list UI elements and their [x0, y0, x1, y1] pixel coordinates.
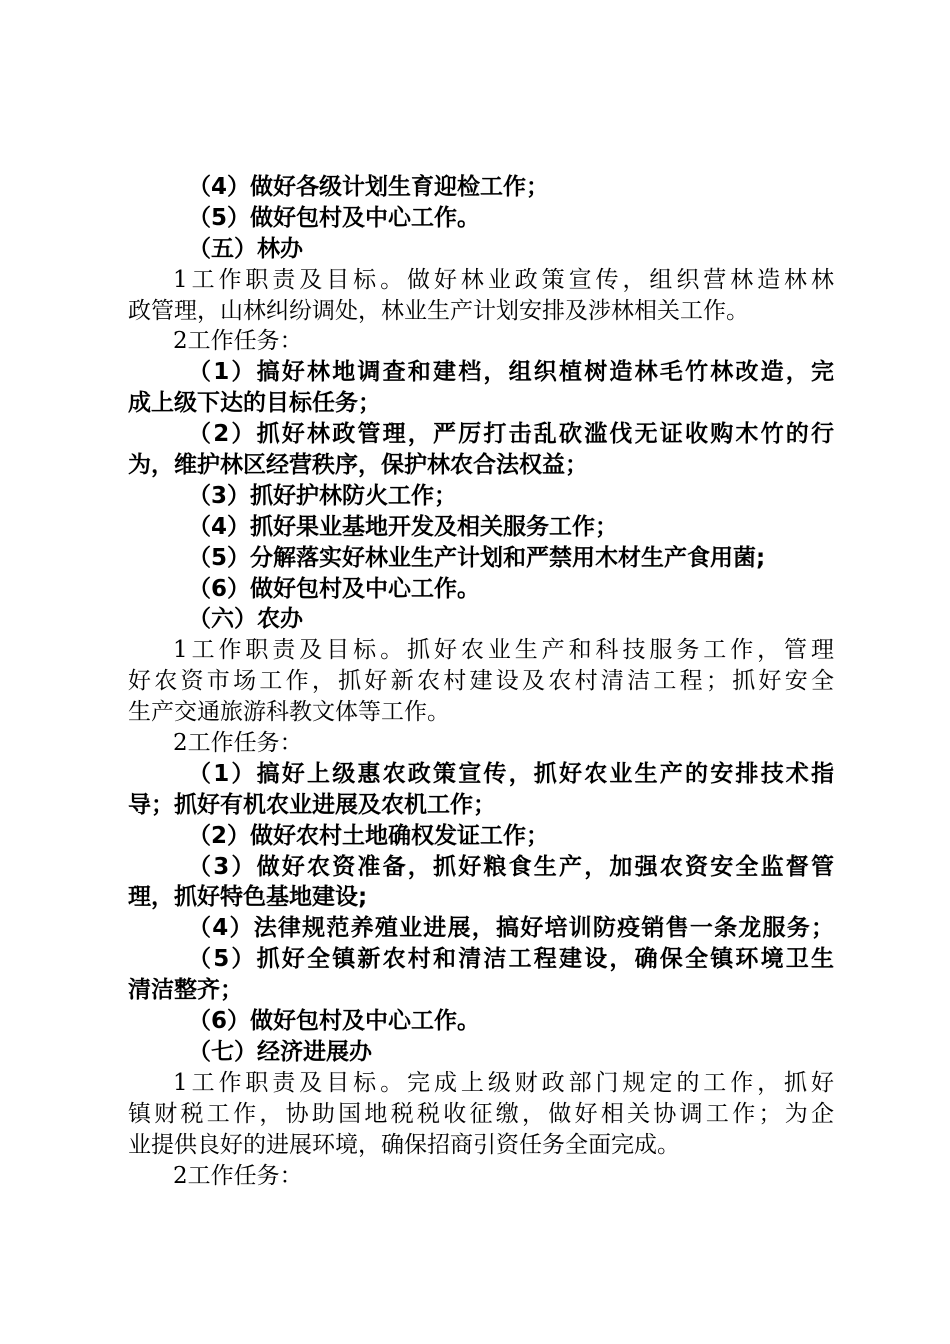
task-item-5: （5）做好包村及中心工作。 — [188, 204, 481, 231]
economic-duties-line-2: 镇财税工作，协助国地税税收征缴，做好相关协调工作；为企 — [128, 1100, 834, 1127]
agriculture-task-3-line-2: 理，抓好特色基地建设; — [128, 884, 368, 911]
section-heading-economic-development: （七）经济进展办 — [188, 1038, 372, 1065]
document-body — [128, 172, 834, 1191]
agriculture-task-3-line-1: （3）做好农资准备，抓好粮食生产，加强农资安全监督管 — [188, 853, 834, 880]
agriculture-duties-line-1: 1工作职责及目标。抓好农业生产和科技服务工作，管理 — [173, 637, 834, 664]
forestry-task-2-line-1: （2）抓好林政管理，严厉打击乱砍滥伐无证收购木竹的行 — [188, 421, 834, 448]
agriculture-task-2: （2）做好农村土地确权发证工作； — [188, 822, 550, 849]
forestry-task-4: （4）抓好果业基地开发及相关服务工作； — [188, 513, 619, 540]
forestry-task-2-line-2: 为，维护林区经营秩序，保护林农合法权益； — [128, 452, 588, 479]
economic-duties-line-3: 业提供良好的进展环境，确保招商引资任务全面完成。 — [128, 1131, 680, 1158]
agriculture-tasks-heading: 2工作任务： — [173, 730, 303, 757]
agriculture-duties-line-3: 生产交通旅游科教文体等工作。 — [128, 699, 450, 726]
agriculture-task-1-line-1: （1）搞好上级惠农政策宣传，抓好农业生产的安排技术指 — [188, 760, 834, 787]
forestry-task-1-line-2: 成上级下达的目标任务； — [128, 390, 381, 417]
agriculture-task-5-line-1: （5）抓好全镇新农村和清洁工程建设，确保全镇环境卫生 — [188, 946, 834, 973]
economic-tasks-heading: 2工作任务： — [173, 1162, 303, 1189]
section-heading-agriculture: （六）农办 — [188, 606, 303, 633]
forestry-duties-line-1: 1工作职责及目标。做好林业政策宣传，组织营林造林林 — [173, 266, 834, 293]
forestry-task-6: （6）做好包村及中心工作。 — [188, 575, 481, 602]
agriculture-task-6: （6）做好包村及中心工作。 — [188, 1008, 481, 1035]
economic-duties-line-1: 1工作职责及目标。完成上级财政部门规定的工作，抓好 — [173, 1069, 834, 1096]
agriculture-task-4: （4）法律规范养殖业进展，搞好培训防疫销售一条龙服务； — [188, 915, 834, 942]
agriculture-duties-line-2: 好农资市场工作，抓好新农村建设及农村清洁工程；抓好安全 — [128, 668, 834, 695]
section-heading-forestry: （五）林办 — [188, 235, 303, 262]
forestry-task-3: （3）抓好护林防火工作； — [188, 482, 458, 509]
forestry-duties-line-2: 政管理，山林纠纷调处，林业生产计划安排及涉林相关工作。 — [128, 297, 749, 324]
agriculture-task-5-line-2: 清洁整齐； — [128, 977, 243, 1004]
forestry-task-1-line-1: （1）搞好林地调查和建档，组织植树造林毛竹林改造，完 — [188, 359, 834, 386]
task-item-4: （4）做好各级计划生育迎检工作； — [188, 174, 550, 200]
forestry-tasks-heading: 2工作任务： — [173, 328, 303, 355]
agriculture-task-1-line-2: 导；抓好有机农业进展及农机工作； — [128, 791, 496, 818]
forestry-task-5: （5）分解落实好林业生产计划和严禁用木材生产食用菌; — [188, 544, 766, 571]
